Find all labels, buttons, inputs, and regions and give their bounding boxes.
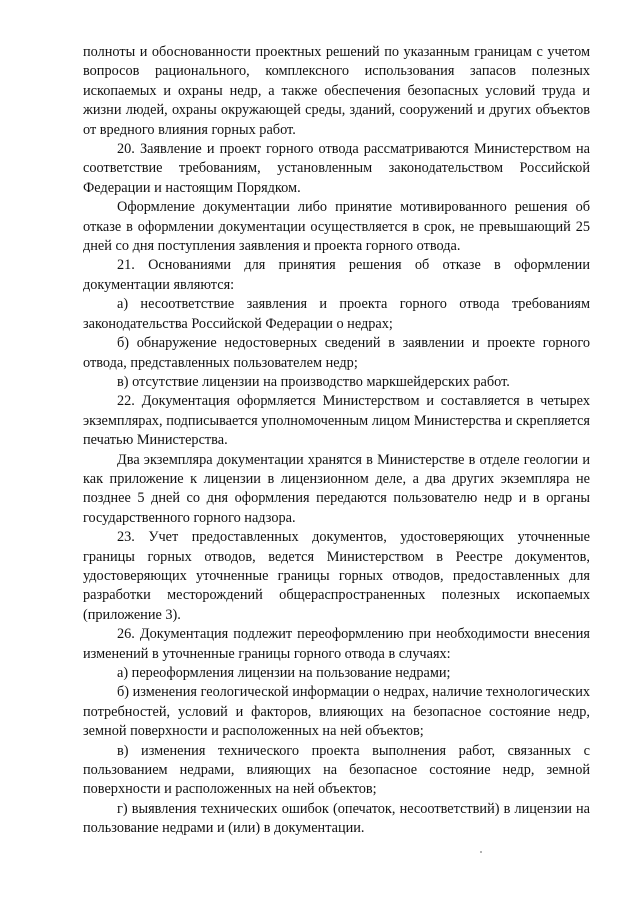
paragraph-item-20: 20. Заявление и проект горного отвода рассматриваются Министерством на соответствие требованиям, установленным законодательством Российской Федерации и настоящим Порядком.: [83, 141, 590, 196]
scan-speck: [480, 851, 482, 853]
list-item-21c: в) отсутствие лицензии на производство маркшейдерских работ.: [117, 373, 510, 390]
list-item-26d: г) выявления технических ошибок (опечаток, несоответствий) в лицензии на пользование недрами и (или) в документации.: [83, 800, 590, 837]
paragraph-item-23: 23. Учет предоставленных документов, удостоверяющих уточненные границы горных отводов, ведется Министерством в Реестре документов, удостоверяющих уточненные границы горных отводов, предоставленных для разработки месторождений общераспространенных полезных ископаемых (приложение 3).: [83, 529, 590, 623]
list-item-21b: б) обнаружение недостоверных сведений в заявлении и проекте горного отвода, представленных пользователем недр;: [83, 335, 590, 371]
paragraph-item-26: 26. Документация подлежит переоформлению при необходимости внесения изменений в уточненные границы горного отвода в случаях:: [83, 626, 590, 662]
list-item-26b: б) изменения геологической информации о недрах, наличие технологических потребностей, условий и факторов, влияющих на безопасное состояние недр, земной поверхности и расположенных на ней объектов;: [83, 684, 590, 740]
paragraph-copies-storage: Два экземпляра документации хранятся в Министерстве в отделе геологии и как приложение к лицензии в лицензионном деле, а два других экземпляра не позднее 5 дней со дня оформления передаются пользователю недр и в органы государственного горного надзора.: [83, 451, 590, 526]
document-page: [83, 43, 590, 839]
paragraph-item-22: 22. Документация оформляется Министерством и составляется в четырех экземплярах, подписывается уполномоченным лицом Министерства и скрепляется печатью Министерства.: [83, 393, 590, 449]
list-item-26c: в) изменения технического проекта выполнения работ, связанных с пользованием недрами, влияющих на безопасное состояние недр, земной поверхности и расположенных на ней объектов;: [83, 742, 590, 798]
paragraph-processing-term: Оформление документации либо принятие мотивированного решения об отказе в оформлении документации осуществляется в срок, не превышающий 25 дней со дня поступления заявления и проекта горного отвода.: [83, 199, 590, 255]
paragraph-item-21: 21. Основаниями для принятия решения об отказе в оформлении документации являются:: [83, 257, 590, 293]
paragraph-continuation: полноты и обоснованности проектных решений по указанным границам с учетом вопросов рационального, комплексного использования запасов полезных ископаемых и охраны недр, а также обеспечения безопасных условий труда и жизни людей, охраны окружающей среды, зданий, сооружений и других объектов от вредного влияния горных работ.: [83, 44, 590, 138]
list-item-26a: а) переоформления лицензии на пользование недрами;: [117, 665, 451, 681]
list-item-21a: а) несоответствие заявления и проекта горного отвода требованиям законодательства Российской Федерации о недрах;: [83, 296, 590, 332]
